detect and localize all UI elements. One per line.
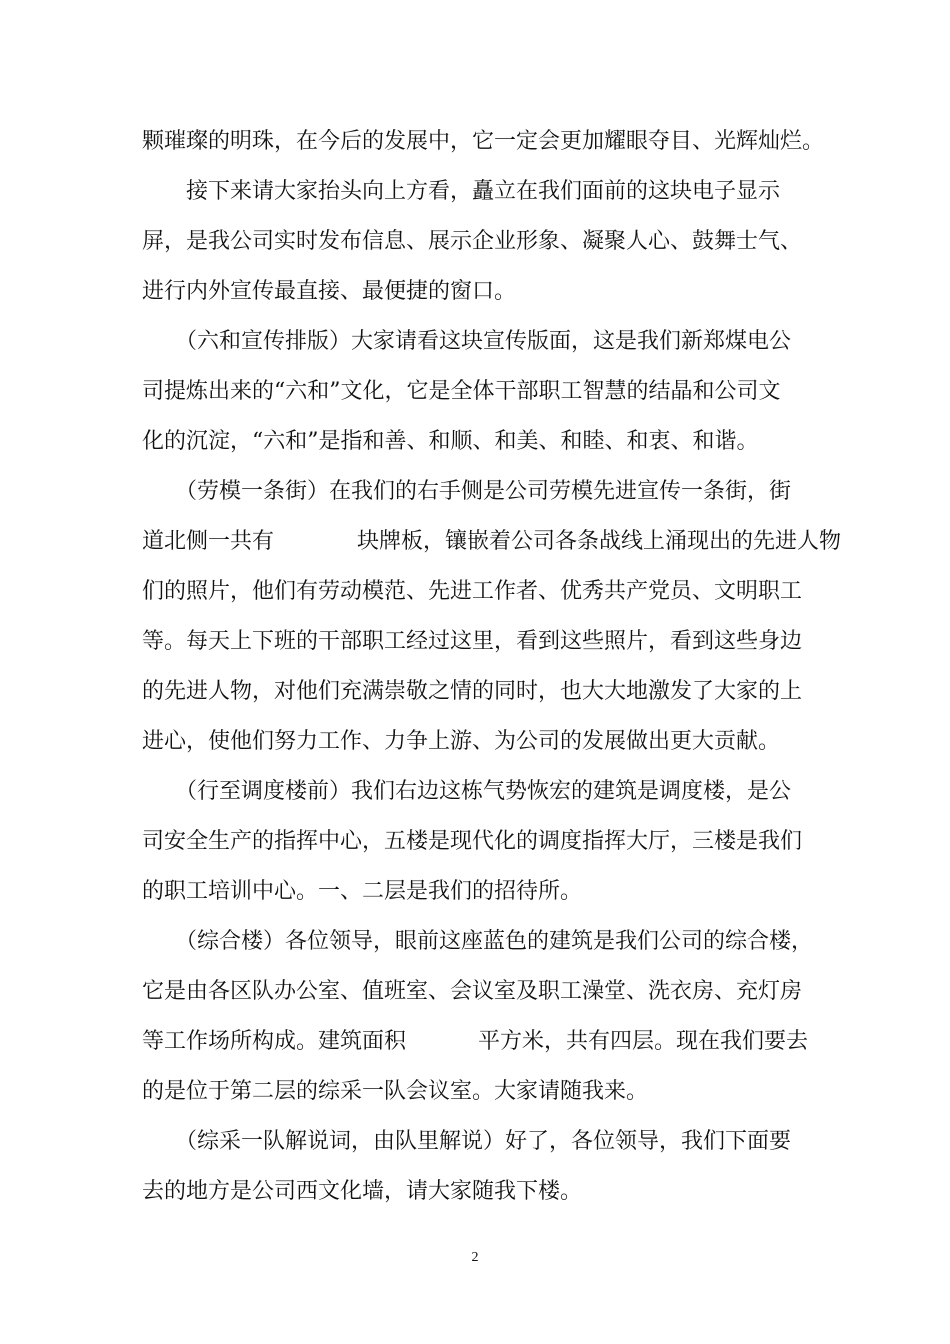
text-line-19-right: 平方米，共有四层。现在我们要去	[478, 1029, 809, 1054]
text-line-12: 的先进人物，对他们充满崇敬之情的同时，也大大地激发了大家的上	[142, 679, 803, 704]
text-line-22: 去的地方是公司西文化墙，请大家随我下楼。	[142, 1179, 583, 1204]
text-line-2: 接下来请大家抬头向上方看，矗立在我们面前的这块电子显示	[142, 179, 781, 204]
text-line-9	[0, 524, 950, 560]
text-line-9-left: 道北侧一共有	[142, 529, 275, 554]
text-line-9-right: 块牌板，镶嵌着公司各条战线上涌现出的先进人物	[357, 529, 842, 554]
text-line-5: （六和宣传排版）大家请看这块宣传版面，这是我们新郑煤电公	[142, 329, 792, 354]
text-line-21: （综采一队解说词，由队里解说）好了，各位领导，我们下面要	[142, 1129, 792, 1154]
text-line-14: （行至调度楼前）我们右边这栋气势恢宏的建筑是调度楼，是公	[142, 779, 792, 804]
text-line-13: 进心，使他们努力工作、力争上游、为公司的发展做出更大贡献。	[142, 729, 781, 754]
text-line-10: 们的照片，他们有劳动模范、先进工作者、优秀共产党员、文明职工	[142, 579, 803, 604]
page-number: 2	[471, 1250, 479, 1265]
text-line-19	[0, 1024, 950, 1060]
text-line-20: 的是位于第二层的综采一队会议室。大家请随我来。	[142, 1079, 649, 1104]
text-line-11: 等。每天上下班的干部职工经过这里，看到这些照片，看到这些身边	[142, 629, 803, 654]
text-line-4: 进行内外宣传最直接、最便捷的窗口。	[142, 279, 517, 304]
text-line-16: 的职工培训中心。一、二层是我们的招待所。	[142, 879, 583, 904]
text-line-19-left: 等工作场所构成。建筑面积	[142, 1029, 407, 1054]
text-line-7: 化的沉淀，“六和”是指和善、和顺、和美、和睦、和衷、和谐。	[142, 429, 759, 454]
text-line-17: （综合楼）各位领导，眼前这座蓝色的建筑是我们公司的综合楼，	[142, 929, 814, 954]
text-line-6: 司提炼出来的“六和”文化，它是全体干部职工智慧的结晶和公司文	[142, 379, 781, 404]
text-line-18: 它是由各区队办公室、值班室、会议室及职工澡堂、洗衣房、充灯房	[142, 979, 803, 1004]
text-line-8: （劳模一条街）在我们的右手侧是公司劳模先进宣传一条街，街	[142, 479, 792, 504]
text-line-1: 颗璀璨的明珠，在今后的发展中，它一定会更加耀眼夺目、光辉灿烂。	[142, 129, 825, 154]
text-line-3: 屏，是我公司实时发布信息、展示企业形象、凝聚人心、鼓舞士气、	[142, 229, 803, 254]
text-line-15: 司安全生产的指挥中心，五楼是现代化的调度指挥大厅，三楼是我们	[142, 829, 803, 854]
